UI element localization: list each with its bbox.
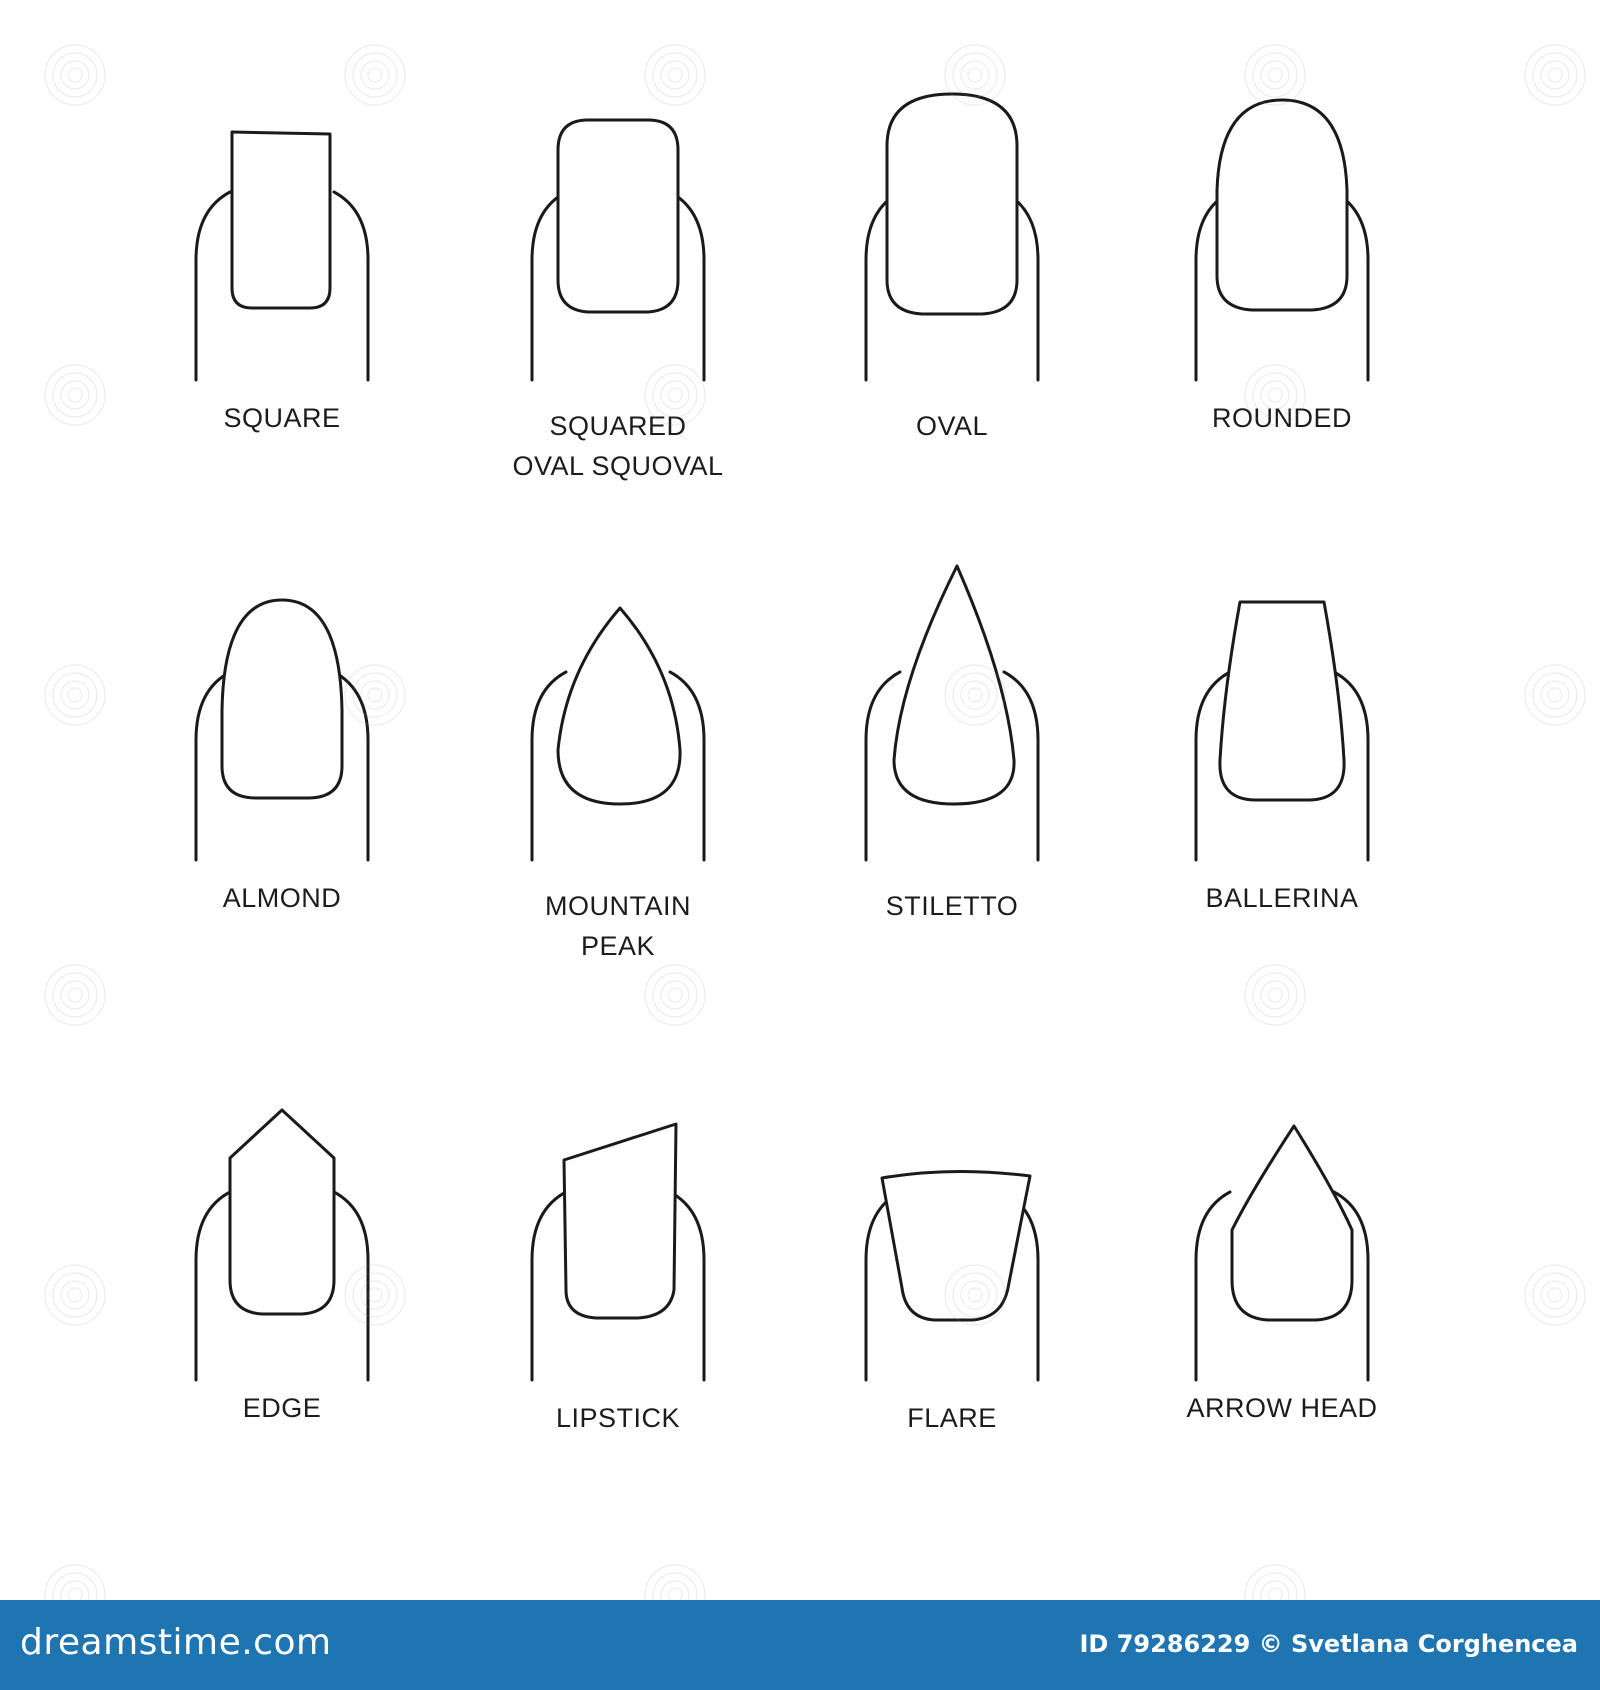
square-label-line: SQUARE bbox=[223, 403, 341, 433]
arrow-head-nail-illustration bbox=[1112, 1080, 1452, 1420]
stiletto-nail-illustration bbox=[782, 560, 1122, 900]
watermark-spiral-icon bbox=[340, 660, 410, 730]
oval-nail-illustration bbox=[782, 80, 1122, 420]
image-credit: ID 79286229 © Svetlana Corghencea bbox=[1079, 1630, 1578, 1658]
watermark-spiral-icon bbox=[1520, 660, 1590, 730]
watermark-spiral-icon bbox=[1520, 1260, 1590, 1330]
watermark-spiral-icon bbox=[940, 1260, 1010, 1330]
nail-shape-square bbox=[112, 80, 452, 500]
nail-shape-squoval bbox=[448, 80, 788, 500]
oval-label-line: OVAL bbox=[915, 411, 989, 441]
ballerina-nail-outline bbox=[1220, 602, 1344, 800]
watermark-spiral-icon bbox=[40, 360, 110, 430]
almond-label-line: ALMOND bbox=[222, 883, 342, 913]
flare-label-line: FLARE bbox=[907, 1403, 997, 1433]
watermark-spiral-icon bbox=[1520, 40, 1590, 110]
watermark-spiral-icon bbox=[40, 660, 110, 730]
edge-nail-illustration bbox=[112, 1080, 452, 1420]
flare-label bbox=[782, 1398, 1122, 1438]
watermark-spiral-icon bbox=[40, 1260, 110, 1330]
nail-shape-stiletto bbox=[782, 560, 1122, 980]
watermark-spiral-icon bbox=[940, 660, 1010, 730]
almond-nail-outline bbox=[222, 600, 342, 798]
watermark-spiral-icon bbox=[940, 40, 1010, 110]
rounded-label-line: ROUNDED bbox=[1211, 403, 1352, 433]
squoval-nail-outline bbox=[558, 120, 678, 312]
oval-label bbox=[782, 406, 1122, 446]
nail-shape-oval bbox=[782, 80, 1122, 500]
lipstick-nail-outline bbox=[564, 1124, 676, 1318]
dreamstime-logo: dreamstime.com bbox=[20, 1622, 332, 1663]
flare-nail-illustration bbox=[782, 1080, 1122, 1420]
nail-shape-rounded bbox=[1112, 80, 1452, 500]
watermark-spiral-icon bbox=[1240, 960, 1310, 1030]
stiletto-label bbox=[782, 886, 1122, 926]
edge-label bbox=[112, 1388, 452, 1428]
watermark-spiral-icon bbox=[340, 40, 410, 110]
mountain-peak-nail-outline bbox=[558, 608, 680, 804]
square-nail-illustration bbox=[112, 80, 452, 420]
edge-label-line: EDGE bbox=[242, 1393, 322, 1423]
edge-nail-outline bbox=[230, 1110, 334, 1314]
mountain-peak-nail-illustration bbox=[448, 560, 788, 900]
watermark-spiral-icon bbox=[40, 40, 110, 110]
arrow-head-label-line: ARROW HEAD bbox=[1186, 1393, 1378, 1423]
squoval-nail-illustration bbox=[448, 80, 788, 420]
square-nail-outline bbox=[232, 132, 330, 308]
lipstick-label bbox=[448, 1398, 788, 1438]
squoval-label-line: SQUARED bbox=[549, 411, 687, 441]
squoval-label-line: OVAL SQUOVAL bbox=[512, 451, 724, 481]
nail-shape-ballerina bbox=[1112, 560, 1452, 980]
watermark-spiral-icon bbox=[340, 1260, 410, 1330]
watermark-spiral-icon bbox=[640, 360, 710, 430]
nail-shape-almond bbox=[112, 560, 452, 980]
ballerina-nail-illustration bbox=[1112, 560, 1452, 900]
squoval-label bbox=[448, 406, 788, 486]
arrow-head-nail-outline bbox=[1232, 1126, 1352, 1320]
nail-shape-lipstick bbox=[448, 1080, 788, 1500]
almond-label bbox=[112, 878, 452, 918]
nail-shape-arrow-head bbox=[1112, 1080, 1452, 1500]
ballerina-label-line: BALLERINA bbox=[1205, 883, 1359, 913]
mountain-peak-label-line: PEAK bbox=[580, 931, 656, 961]
square-label bbox=[112, 398, 452, 438]
watermark-footer-bar bbox=[0, 1600, 1600, 1690]
lipstick-label-line: LIPSTICK bbox=[555, 1403, 681, 1433]
nail-shape-mountain-peak bbox=[448, 560, 788, 980]
ballerina-label bbox=[1112, 878, 1452, 918]
watermark-spiral-icon bbox=[640, 40, 710, 110]
almond-nail-illustration bbox=[112, 560, 452, 900]
watermark-spiral-icon bbox=[40, 960, 110, 1030]
rounded-nail-outline bbox=[1217, 100, 1347, 310]
mountain-peak-label-line: MOUNTAIN bbox=[545, 891, 691, 921]
oval-nail-outline bbox=[887, 94, 1017, 314]
mountain-peak-label bbox=[448, 886, 788, 966]
arrow-head-label bbox=[1112, 1388, 1452, 1428]
lipstick-nail-illustration bbox=[448, 1080, 788, 1420]
watermark-spiral-icon bbox=[640, 960, 710, 1030]
watermark-spiral-icon bbox=[1240, 360, 1310, 430]
watermark-spiral-icon bbox=[1240, 40, 1310, 110]
stiletto-label-line: STILETTO bbox=[885, 891, 1019, 921]
